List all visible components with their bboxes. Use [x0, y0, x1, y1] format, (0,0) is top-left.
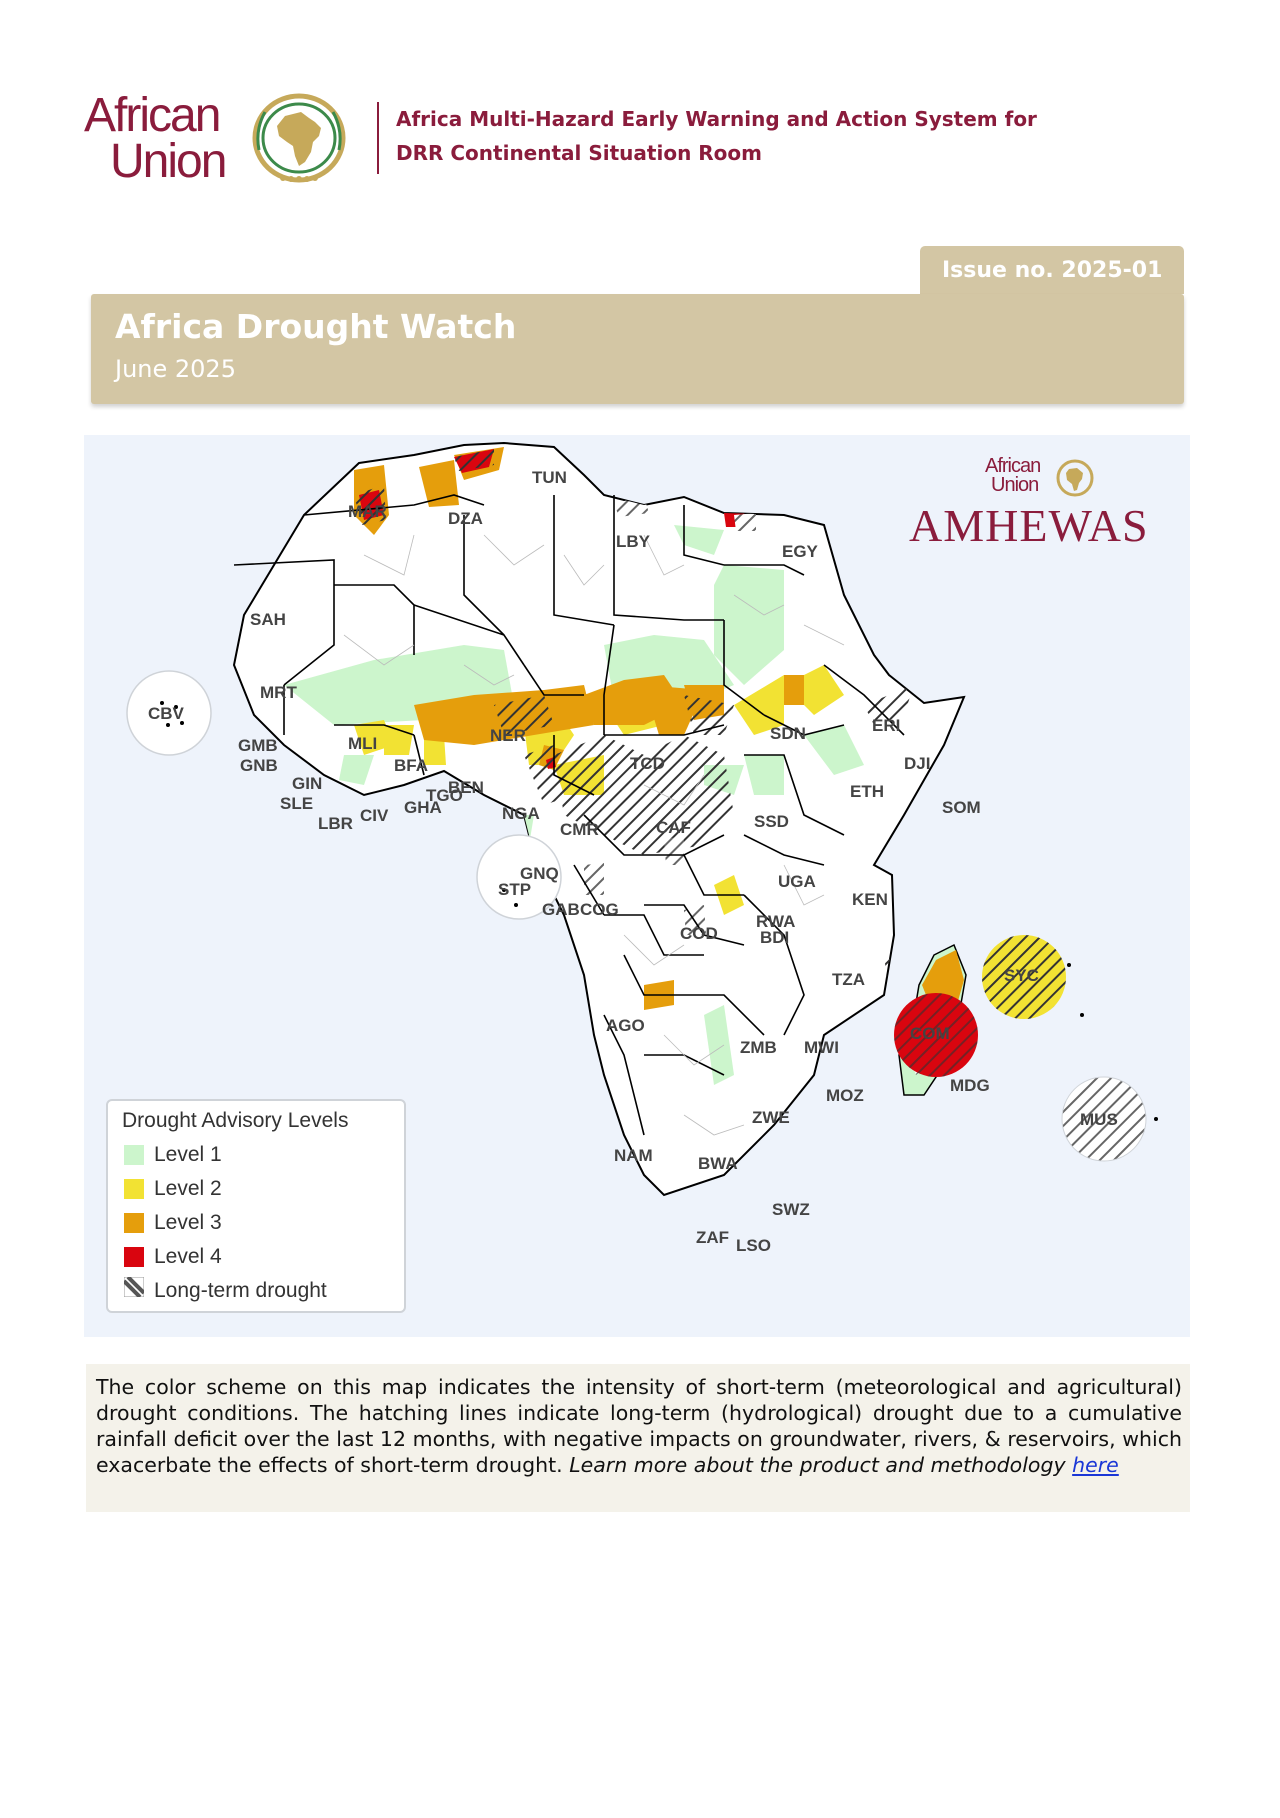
label-tza: TZA: [832, 970, 866, 989]
label-lbr: LBR: [318, 814, 353, 833]
label-stp: STP: [498, 880, 532, 899]
label-uga: UGA: [778, 872, 816, 891]
label-mwi: MWI: [804, 1038, 839, 1057]
legend-label: Level 1: [154, 1143, 222, 1166]
label-tcd: TCD: [630, 754, 665, 773]
label-gab: GAB: [542, 900, 580, 919]
brand-name: AMHEWAS: [909, 500, 1149, 551]
banner-subtitle: June 2025: [115, 355, 236, 383]
brand-word-african: African: [985, 455, 1041, 477]
au-emblem-icon: [249, 90, 349, 186]
label-gnq: GNQ: [520, 864, 559, 883]
legend-swatch-level1: [124, 1145, 144, 1165]
label-zmb: ZMB: [740, 1038, 777, 1057]
label-mus: MUS: [1080, 1110, 1118, 1129]
label-lso: LSO: [736, 1236, 771, 1255]
label-cbv: CBV: [148, 704, 184, 723]
label-tun: TUN: [532, 468, 567, 487]
label-dji: DJI: [904, 754, 931, 773]
label-gmb: GMB: [238, 736, 278, 755]
label-gnb: GNB: [240, 756, 278, 775]
banner-title: Africa Drought Watch: [115, 307, 517, 346]
label-cog: COG: [580, 900, 619, 919]
label-zaf: ZAF: [696, 1228, 730, 1247]
label-rwa: RWA: [756, 912, 796, 931]
label-mrt: MRT: [260, 683, 297, 702]
label-dza: DZA: [448, 509, 483, 528]
label-cmr: CMR: [560, 820, 599, 839]
methodology-link[interactable]: here: [1072, 1453, 1119, 1477]
label-cod: COD: [680, 924, 718, 943]
label-sah: SAH: [250, 610, 286, 629]
label-syc: SYC: [1004, 966, 1039, 985]
map-legend: [106, 1099, 406, 1313]
label-mdg: MDG: [950, 1076, 990, 1095]
label-bfa: BFA: [394, 756, 428, 775]
brand-word-union: Union: [991, 474, 1039, 496]
drought-map: [84, 435, 1190, 1337]
legend-label: Level 2: [154, 1177, 222, 1200]
issue-number-tab: Issue no. 2025-01: [920, 246, 1184, 294]
system-title-line1: Africa Multi-Hazard Early Warning and Action System for: [396, 107, 1037, 131]
label-gha: GHA: [404, 798, 442, 817]
system-title: [396, 102, 1037, 170]
label-ben: BEN: [448, 778, 484, 797]
label-lby: LBY: [616, 532, 650, 551]
label-nga: NGA: [502, 804, 540, 823]
label-som: SOM: [942, 798, 981, 817]
description-text: [96, 1374, 1182, 1478]
amhewas-logo: [909, 457, 1179, 557]
label-ken: KEN: [852, 890, 888, 909]
label-bdi: BDI: [760, 928, 790, 947]
legend-swatch-level2: [124, 1179, 144, 1199]
legend-label: Long-term drought: [154, 1279, 327, 1302]
system-title-line2: DRR Continental Situation Room: [396, 141, 762, 165]
label-com: COM: [910, 1024, 950, 1043]
label-nam: NAM: [614, 1146, 653, 1165]
label-gin: GIN: [292, 774, 323, 793]
label-ago: AGO: [606, 1016, 645, 1035]
legend-swatch-level3: [124, 1213, 144, 1233]
label-zwe: ZWE: [752, 1108, 790, 1127]
label-mar: MAR: [348, 502, 387, 521]
label-swz: SWZ: [772, 1200, 810, 1219]
label-eth: ETH: [850, 782, 884, 801]
description-body: The color scheme on this map indicates the intensity of short-term (meteorological and agricultural) drought conditions. The hatching lines indicate long-term (hydrological) drought due to a cumulative rainfall deficit over the last 12 months, with negative impacts on groundwater, rivers, & reservoirs, which exacerbate the effects of short-term drought.: [96, 1375, 1182, 1477]
label-sle: SLE: [280, 794, 314, 813]
brand-emblem-icon: [1055, 459, 1095, 497]
label-egy: EGY: [782, 542, 818, 561]
hatch-icon: [124, 1277, 144, 1297]
label-civ: CIV: [360, 806, 389, 825]
african-union-logo: [84, 90, 350, 190]
label-sdn: SDN: [770, 724, 806, 743]
logo-word-union: Union: [110, 135, 226, 188]
label-bwa: BWA: [698, 1154, 738, 1173]
legend-label: Level 3: [154, 1211, 222, 1234]
header-divider: [377, 102, 379, 174]
logo-word-african: African: [84, 89, 220, 142]
map-description: [86, 1364, 1190, 1512]
title-banner: [91, 294, 1184, 404]
label-eri: ERI: [872, 716, 901, 735]
learn-more-text: Learn more about the product and methodology: [569, 1453, 1066, 1477]
legend-title: Drought Advisory Levels: [122, 1109, 349, 1132]
legend-label: Level 4: [154, 1245, 222, 1268]
label-moz: MOZ: [826, 1086, 864, 1105]
label-mli: MLI: [348, 734, 378, 753]
label-ssd: SSD: [754, 812, 789, 831]
label-ner: NER: [490, 726, 526, 745]
legend-swatch-level4: [124, 1247, 144, 1267]
label-tgo: TGO: [426, 786, 463, 805]
label-caf: CAF: [656, 818, 691, 837]
